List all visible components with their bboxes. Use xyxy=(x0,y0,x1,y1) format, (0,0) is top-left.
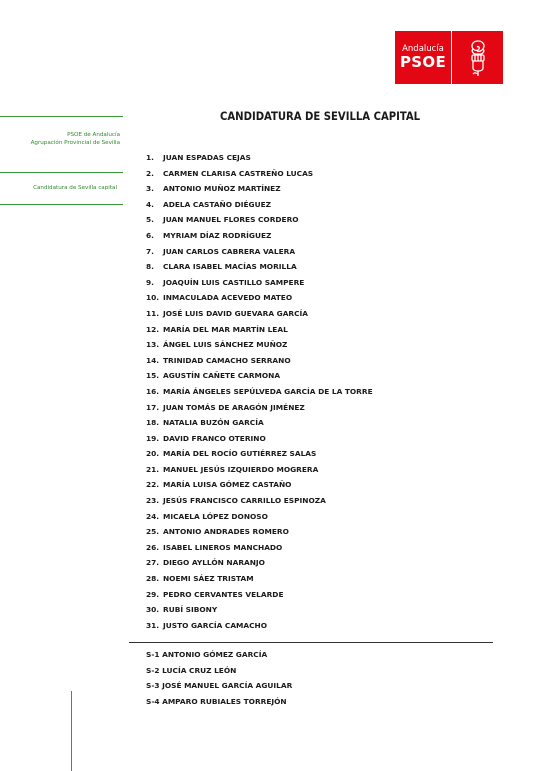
logo-text xyxy=(395,31,452,84)
candidate-name: ANTONIO MUÑOZ MARTÍNEZ xyxy=(163,184,281,194)
candidate-number: 30. xyxy=(146,605,160,615)
candidate-name: JUAN CARLOS CABRERA VALERA xyxy=(163,246,296,256)
psoe-andalucia-logo xyxy=(395,31,503,84)
candidate-name: JOSÉ LUIS DAVID GUEVARA GARCÍA xyxy=(163,308,309,318)
candidate-number: 4. xyxy=(146,199,154,209)
candidate-name: MARÍA ÁNGELES SEPÚLVEDA GARCÍA DE LA TORRE xyxy=(163,386,373,396)
substitute-item: S-3 JOSÉ MANUEL GARCÍA AGUILAR xyxy=(146,681,293,691)
sidebar-rule-bottom xyxy=(0,204,123,205)
candidate-item xyxy=(146,197,373,213)
candidate-item xyxy=(146,337,373,353)
candidate-item xyxy=(146,306,373,322)
sidebar-rule-middle xyxy=(0,172,123,173)
candidate-item xyxy=(146,290,373,306)
candidate-number: 9. xyxy=(146,277,154,287)
candidate-number: 19. xyxy=(146,433,160,443)
candidate-number: 27. xyxy=(146,558,160,568)
candidate-item xyxy=(146,431,373,447)
org-subname: Agrupación Provincial de Sevilla xyxy=(30,140,120,146)
candidate-item xyxy=(146,400,373,416)
candidate-name: MICAELA LÓPEZ DONOSO xyxy=(163,511,268,521)
candidate-number: 31. xyxy=(146,620,160,630)
candidate-item xyxy=(146,259,373,275)
candidate-name: JESÚS FRANCISCO CARRILLO ESPINOZA xyxy=(163,496,326,506)
candidate-item xyxy=(146,602,373,618)
candidate-name: TRINIDAD CAMACHO SERRANO xyxy=(163,355,291,365)
candidate-number: 14. xyxy=(146,355,160,365)
candidate-number: 17. xyxy=(146,402,160,412)
candidate-number: 13. xyxy=(146,340,160,350)
candidate-name: PEDRO CERVANTES VELARDE xyxy=(163,589,284,599)
candidate-name: MARÍA DEL ROCÍO GUTIÉRREZ SALAS xyxy=(163,449,317,459)
candidate-item xyxy=(146,477,373,493)
candidate-number: 11. xyxy=(146,308,160,318)
candidate-item xyxy=(146,524,373,540)
candidate-name: ISABEL LINEROS MANCHADO xyxy=(163,542,283,552)
candidate-number: 6. xyxy=(146,230,154,240)
candidate-item xyxy=(146,415,373,431)
candidate-item xyxy=(146,587,373,603)
candidate-number: 28. xyxy=(146,574,160,584)
candidate-number: 25. xyxy=(146,527,160,537)
org-name: PSOE de Andalucía xyxy=(67,132,120,138)
candidate-name: JUAN TOMÁS DE ARAGÓN JIMÉNEZ xyxy=(163,402,305,412)
candidate-number: 23. xyxy=(146,496,160,506)
substitute-list xyxy=(146,647,292,709)
candidate-name: AGUSTÍN CAÑETE CARMONA xyxy=(163,371,281,381)
candidate-item xyxy=(146,275,373,291)
candidate-item xyxy=(146,555,373,571)
candidate-name: ADELA CASTAÑO DIÉGUEZ xyxy=(163,199,272,209)
candidate-name: CLARA ISABEL MACÍAS MORILLA xyxy=(163,262,297,272)
candidate-number: 24. xyxy=(146,511,160,521)
candidate-number: 22. xyxy=(146,480,160,490)
candidate-item xyxy=(146,540,373,556)
sidebar-section-label: Candidatura de Sevilla capital xyxy=(33,185,117,191)
candidate-number: 2. xyxy=(146,168,154,178)
candidate-number: 16. xyxy=(146,386,160,396)
sidebar-rule-top xyxy=(0,116,123,117)
candidate-name: CARMEN CLARISA CASTREÑO LUCAS xyxy=(163,168,314,178)
substitutes-divider xyxy=(129,642,493,643)
candidate-item xyxy=(146,462,373,478)
candidate-number: 7. xyxy=(146,246,154,256)
candidate-name: NOEMI SÁEZ TRISTAM xyxy=(163,574,254,584)
candidate-number: 15. xyxy=(146,371,160,381)
candidate-name: MARÍA DEL MAR MARTÍN LEAL xyxy=(163,324,288,334)
candidate-item xyxy=(146,384,373,400)
candidate-number: 18. xyxy=(146,418,160,428)
candidate-item xyxy=(146,181,373,197)
candidate-name: JUAN MANUEL FLORES CORDERO xyxy=(163,215,299,225)
candidate-item xyxy=(146,322,373,338)
candidate-item xyxy=(146,493,373,509)
candidate-item xyxy=(146,166,373,182)
candidate-item xyxy=(146,368,373,384)
candidate-item xyxy=(146,446,373,462)
candidate-item xyxy=(146,212,373,228)
candidate-name: ÁNGEL LUIS SÁNCHEZ MUÑOZ xyxy=(163,340,288,350)
candidate-list xyxy=(146,150,373,633)
candidate-item xyxy=(146,150,373,166)
candidate-number: 29. xyxy=(146,589,160,599)
candidate-name: JOAQUÍN LUIS CASTILLO SAMPERE xyxy=(163,277,305,287)
candidate-number: 5. xyxy=(146,215,154,225)
candidate-number: 12. xyxy=(146,324,160,334)
candidate-name: MANUEL JESÚS IZQUIERDO MOGRERA xyxy=(163,464,319,474)
candidate-item xyxy=(146,618,373,634)
fist-and-rose-icon xyxy=(452,31,503,84)
candidate-name: MYRIAM DÍAZ RODRÍGUEZ xyxy=(163,230,272,240)
logo-region: Andalucía xyxy=(402,44,444,54)
substitute-item: S-2 LUCÍA CRUZ LEÓN xyxy=(146,665,237,675)
candidate-item xyxy=(146,571,373,587)
candidate-name: JUAN ESPADAS CEJAS xyxy=(163,153,251,162)
candidate-name: INMACULADA ACEVEDO MATEO xyxy=(163,293,293,303)
candidate-number: 21. xyxy=(146,464,160,474)
candidate-item xyxy=(146,228,373,244)
candidate-number: 8. xyxy=(146,262,154,272)
candidate-name: MARÍA LUISA GÓMEZ CASTAÑO xyxy=(163,480,292,490)
candidate-name: RUBÍ SIBONY xyxy=(163,605,218,615)
margin-vertical-line xyxy=(71,691,72,771)
candidate-number: 20. xyxy=(146,449,160,459)
candidate-item xyxy=(146,509,373,525)
candidate-name: NATALIA BUZÓN GARCÍA xyxy=(163,418,264,428)
candidate-name: JUSTO GARCÍA CAMACHO xyxy=(163,620,268,630)
substitute-item: S-1 ANTONIO GÓMEZ GARCÍA xyxy=(146,650,268,659)
candidate-number: 26. xyxy=(146,542,160,552)
candidate-name: DAVID FRANCO OTERINO xyxy=(163,433,266,443)
substitute-item: S-4 AMPARO RUBIALES TORREJÓN xyxy=(146,696,287,706)
candidate-number: 10. xyxy=(146,293,160,303)
page-title: CANDIDATURA DE SEVILLA CAPITAL xyxy=(220,110,421,123)
candidate-name: DIEGO AYLLÓN NARANJO xyxy=(163,558,265,568)
candidate-number: 1. xyxy=(146,153,154,162)
candidate-name: ANTONIO ANDRADES ROMERO xyxy=(163,527,289,537)
candidate-number: 3. xyxy=(146,184,154,194)
candidate-item xyxy=(146,244,373,260)
candidate-item xyxy=(146,353,373,369)
logo-party: PSOE xyxy=(400,53,446,71)
sidebar-organization xyxy=(0,131,120,147)
